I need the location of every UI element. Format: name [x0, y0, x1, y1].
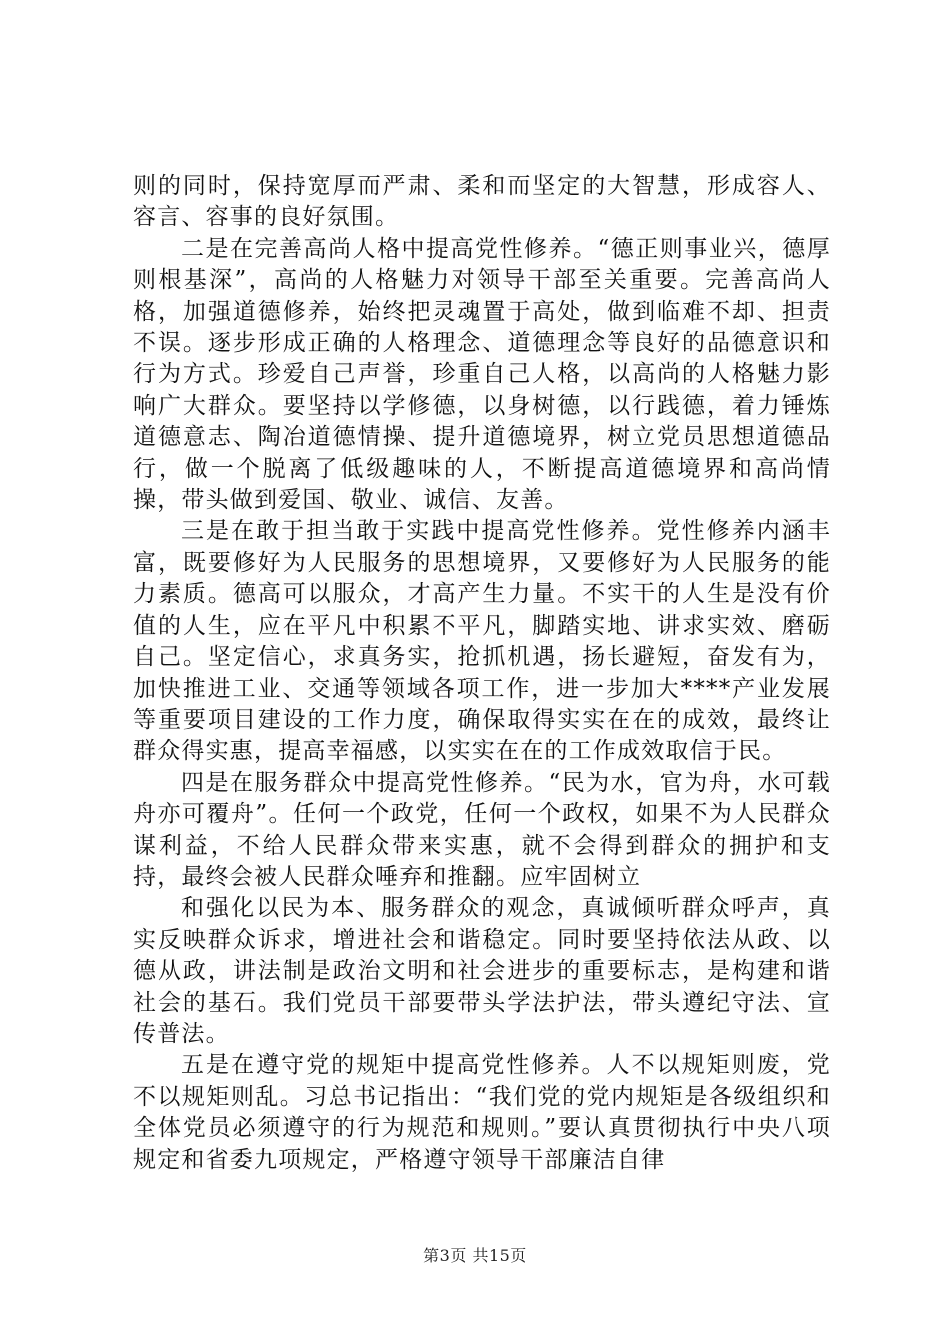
paragraph-3: 三是在敢于担当敢于实践中提高党性修养。党性修养内涵丰富，既要修好为人民服务的思想境界，又要修好为人民服务的能力素质。德高可以服众，才高产生力量。不实干的人生是没有价值的人生，应在平凡中积累不平凡，脚踏实地、讲求实效、磨砺自己。坚定信心，求真务实，抢抓机遇，扬长避短，奋发有为，加快推进工业、交通等领域各项工作，进一步加大****产业发展等重要项目建设的工作力度，确保取得实实在在的成效，最终让群众得实惠，提高幸福感，以实实在在的工作成效取信于民。 — [133, 518, 831, 765]
paragraph-2: 二是在完善高尚人格中提高党性修养。“德正则事业兴，德厚则根基深”，高尚的人格魅力对领导干部至关重要。完善高尚人格，加强道德修养，始终把灵魂置于高处，做到临难不却、担责不误。逐步形成正确的人格理念、道德理念等良好的品德意识和行为方式。珍爱自己声誉，珍重自己人格，以高尚的人格魅力影响广大群众。要坚持以学修德，以身树德，以行践德，着力锤炼道德意志、陶冶道德情操、提升道德境界，树立党员思想道德品行，做一个脱离了低级趣味的人，不断提高道德境界和高尚情操，带头做到爱国、敬业、诚信、友善。 — [133, 235, 831, 514]
document-body — [133, 171, 831, 1176]
paragraph-6: 五是在遵守党的规矩中提高党性修养。人不以规矩则废，党不以规矩则乱。习总书记指出：“我们党的党内规矩是各级组织和全体党员必须遵守的行为规范和规则。”要认真贯彻执行中央八项规定和省委九项规定，严格遵守领导干部廉洁自律 — [133, 1052, 831, 1173]
page-footer: 第3页 共15页 — [423, 1246, 527, 1265]
paragraph-5: 和强化以民为本、服务群众的观念，真诚倾听群众呼声，真实反映群众诉求，增进社会和谐稳定。同时要坚持依法从政、以德从政，讲法制是政治文明和社会进步的重要标志，是构建和谐社会的基石。我们党员干部要带头学法护法，带头遵纪守法、宣传普法。 — [133, 895, 831, 1047]
paragraph-1: 则的同时，保持宽厚而严肃、柔和而坚定的大智慧，形成容人、容言、容事的良好氛围。 — [133, 173, 831, 231]
paragraph-4: 四是在服务群众中提高党性修养。“民为水，官为舟，水可载舟亦可覆舟”。任何一个政党，任何一个政权，如果不为人民群众谋利益，不给人民群众带来实惠，就不会得到群众的拥护和支持，最终会被人民群众唾弃和推翻。应牢固树立 — [133, 769, 831, 890]
